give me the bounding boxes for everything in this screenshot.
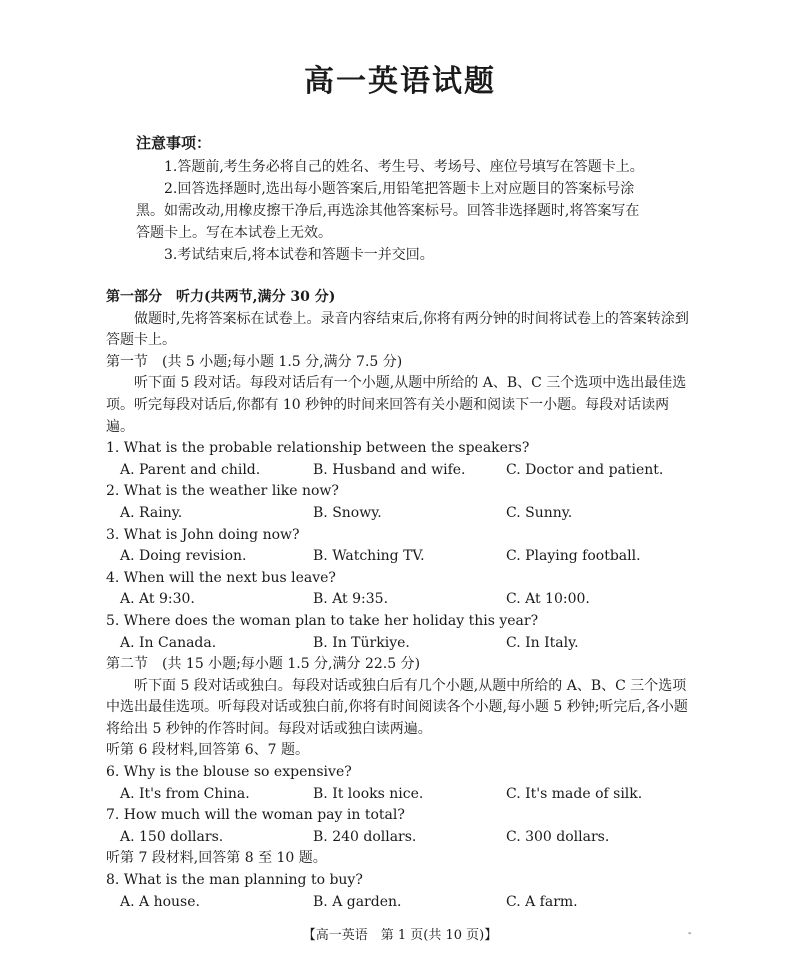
question-text: 1. What is the probable relationship between the speakers? [106,440,530,457]
option-a: A. A house. [120,893,200,910]
section2-heading: 第二节 (共 15 小题;每小题 1.5 分,满分 22.5 分) [106,656,421,673]
question-options [120,546,696,568]
question-text: 3. What is John doing now? [106,526,300,543]
question-options [120,589,696,611]
option-b: B. It looks nice. [313,785,424,802]
option-c: C. Sunny. [506,504,573,521]
footer-mark: - [688,928,692,939]
option-a: A. Doing revision. [120,548,247,565]
page-footer: 【高一英语 第 1 页(共 10 页)】 [302,928,498,943]
option-b: B. Husband and wife. [313,461,466,478]
notice-item: 1.答题前,考生务必将自己的姓名、考生号、考场号、座位号填写在答题卡上。 [164,159,644,175]
question-options [120,503,696,525]
option-a: A. 150 dollars. [120,828,224,845]
question-text: 6. Why is the blouse so expensive? [106,764,352,781]
part1-heading: 第一部分 听力(共两节,满分 30 分) [106,289,336,305]
option-c: C. At 10:00. [506,591,590,608]
question-text: 2. What is the weather like now? [106,483,339,500]
question-options [120,460,696,482]
option-c: C. A farm. [506,893,578,910]
page-title: 高一英语试题 [304,64,496,99]
part1-intro: 做题时,先将答案标在试卷上。录音内容结束后,你将有两分钟的时间将试卷上的答案转涂到答题卡上。 [106,310,689,349]
option-a: A. It's from China. [120,785,250,802]
option-a: A. Parent and child. [120,461,261,478]
notice-item: 答题卡上。写在本试卷上无效。 [136,225,332,241]
exam-content [106,287,696,913]
question-options [120,784,696,806]
option-a: A. At 9:30. [120,591,195,608]
material-note: 听第 6 段材料,回答第 6、7 题。 [106,742,309,759]
section1-instructions: 听下面 5 段对话。每段对话后有一个小题,从题中所给的 A、B、C 三个选项中选出最佳选项。听完每段对话后,你都有 10 秒钟的时间来回答有关小题和阅读下一小题。每段对话读两遍。 [106,375,687,435]
question-text: 5. Where does the woman plan to take her holiday this year? [106,612,539,629]
notice-heading: 注意事项： [136,134,212,152]
question-text: 7. How much will the woman pay in total? [106,807,405,824]
option-b: B. At 9:35. [313,591,389,608]
section1-heading: 第一节 (共 5 小题;每小题 1.5 分,满分 7.5 分) [106,353,403,370]
notice-item: 黑。如需改动,用橡皮擦干净后,再选涂其他答案标号。回答非选择题时,将答案写在 [136,203,640,219]
notice-section [106,132,686,266]
material-note: 听第 7 段材料,回答第 8 至 10 题。 [106,850,327,867]
question-options [120,827,696,849]
notice-item: 3.考试结束后,将本试卷和答题卡一并交回。 [164,247,434,263]
option-c: C. 300 dollars. [506,828,610,845]
option-b: B. 240 dollars. [313,828,417,845]
option-b: B. In Türkiye. [313,634,410,651]
option-a: A. Rainy. [120,504,183,521]
notice-item: 2.回答选择题时,选出每小题答案后,用铅笔把答题卡上对应题目的答案标号涂 [164,181,635,197]
question-options [120,892,696,914]
option-b: B. Snowy. [313,504,382,521]
section2-instructions: 听下面 5 段对话或独白。每段对话或独白后有几个小题,从题中所给的 A、B、C 三个选项中选出最佳选项。听每段对话或独白前,你将有时间阅读各个小题,每小题 5 秒钟;听完后,各小题将给出 5 秒钟的作答时间。每段对话或独白读两遍。 [106,677,688,737]
option-c: C. Doctor and patient. [506,461,664,478]
question-options [120,633,696,655]
option-c: C. In Italy. [506,634,579,651]
option-c: C. It's made of silk. [506,785,643,802]
option-b: B. Watching TV. [313,548,425,565]
option-a: A. In Canada. [120,634,217,651]
question-text: 8. What is the man planning to buy? [106,872,363,889]
option-c: C. Playing football. [506,548,641,565]
question-text: 4. When will the next bus leave? [106,569,336,586]
option-b: B. A garden. [313,893,402,910]
